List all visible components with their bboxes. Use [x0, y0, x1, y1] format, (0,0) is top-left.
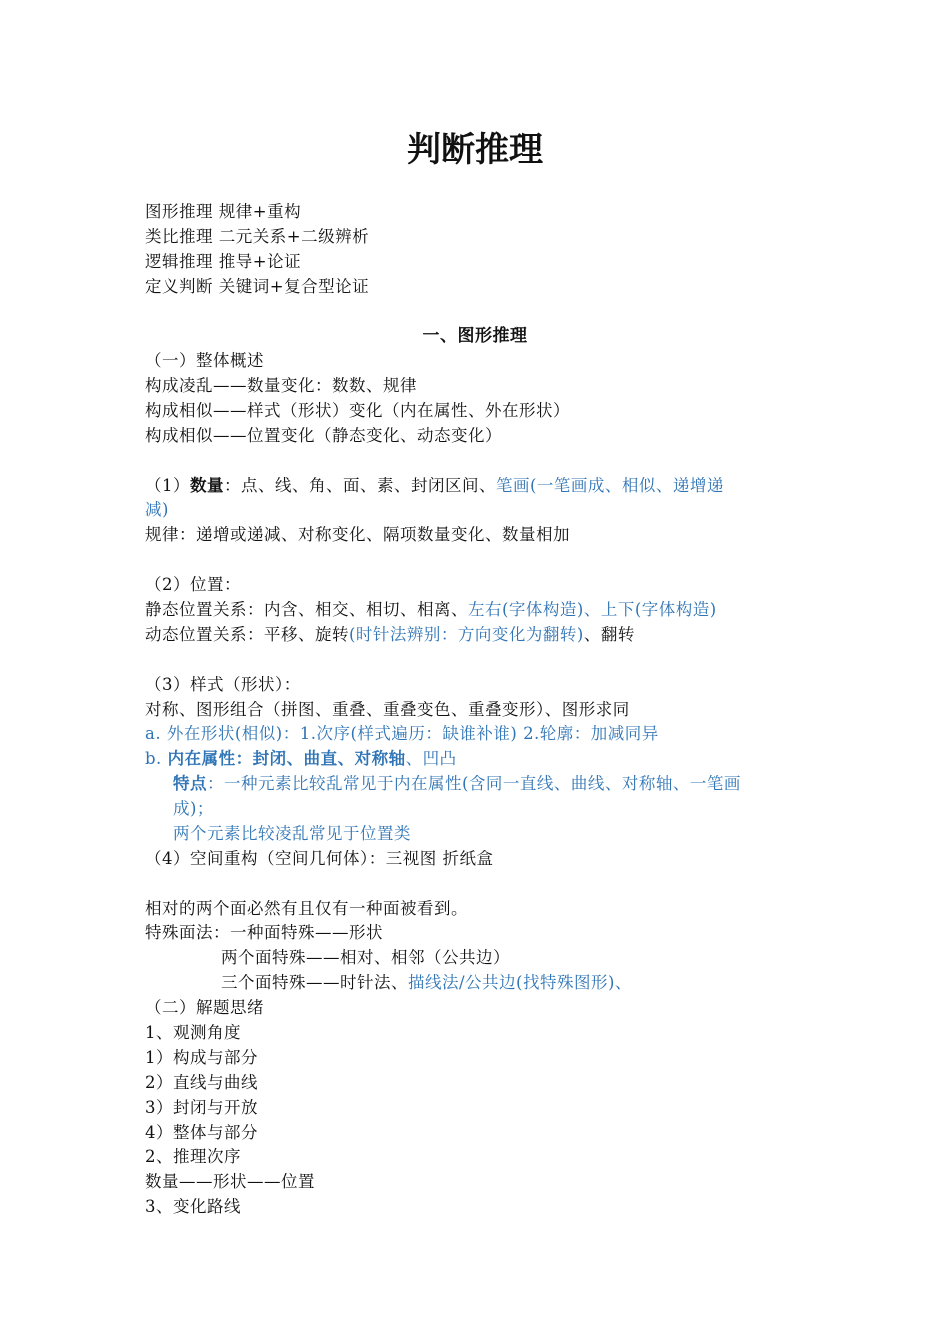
page-title: 判断推理	[407, 130, 543, 170]
style-item-a: a. 外在形状(相似)：1.次序(样式遍历：缺谁补谁) 2.轮廓：加减同异	[145, 724, 659, 743]
intro-line: 图形推理 规律+重构	[145, 202, 302, 221]
approach-item: 3）封闭与开放	[145, 1098, 258, 1117]
feature-label: 特点	[173, 774, 207, 793]
paragraph-prefix: （1）	[145, 476, 190, 495]
approach-item: 2、推理次序	[145, 1147, 241, 1166]
special-text: 三个面特殊——时针法、	[221, 973, 408, 992]
highlight-text: 左右(字体构造)、上下(字体构造)	[468, 600, 717, 619]
approach-heading: （二）解题思绪	[145, 998, 264, 1017]
style-heading: （3）样式（形状）：	[145, 675, 301, 694]
spatial-line: 相对的两个面必然有且仅有一种面被看到。	[145, 899, 468, 918]
spatial-heading: （4）空间重构（空间几何体）：三视图 折纸盒	[145, 849, 494, 868]
section-heading: 一、图形推理	[422, 326, 528, 346]
approach-item: 1、观测角度	[145, 1023, 241, 1042]
style-item-b	[145, 747, 457, 771]
special-face-line: 特殊面法：一种面特殊——形状	[145, 923, 383, 942]
overview-line: 构成凌乱——数量变化：数数、规律	[145, 376, 417, 395]
item-marker: b.	[145, 749, 168, 768]
highlight-continuation: 减)	[145, 500, 169, 519]
quantity-paragraph	[145, 474, 724, 498]
feature-line-2: 两个元素比较凌乱常见于位置类	[173, 824, 411, 843]
dynamic-tail: 、翻转	[583, 625, 635, 644]
style-line: 对称、图形组合（拼图、重叠、重叠变色、重叠变形）、图形求同	[145, 700, 630, 719]
subsection-heading: （一）整体概述	[145, 351, 264, 370]
paragraph-text: ：点、线、角、面、素、封闭区间、	[224, 476, 496, 495]
approach-item: 3、变化路线	[145, 1197, 241, 1216]
special-face-line: 两个面特殊——相对、相邻（公共边）	[221, 948, 510, 967]
approach-item: 2）直线与曲线	[145, 1073, 258, 1092]
feature-continuation: 成)；	[173, 799, 214, 818]
dynamic-text: 动态位置关系：平移、旋转	[145, 625, 349, 644]
highlight-text: 描线法/公共边(找特殊图形)、	[408, 973, 632, 992]
special-face-line	[221, 971, 632, 995]
intro-line: 类比推理 二元关系+二级辨析	[145, 227, 370, 246]
overview-line: 构成相似——样式（形状）变化（内在属性、外在形状）	[145, 401, 570, 420]
static-position-line	[145, 598, 717, 622]
approach-item: 1）构成与部分	[145, 1048, 258, 1067]
intro-line: 逻辑推理 推导+论证	[145, 252, 302, 271]
highlight-text: 笔画(一笔画成、相似、递增递	[496, 476, 724, 495]
approach-item: 4）整体与部分	[145, 1123, 258, 1142]
highlight-text: 、凹凸	[405, 749, 457, 768]
approach-item: 数量——形状——位置	[145, 1172, 315, 1191]
rule-line: 规律：递增或递减、对称变化、隔项数量变化、数量相加	[145, 525, 570, 544]
highlight-text: (时针法辨别：方向变化为翻转)	[349, 625, 584, 644]
dynamic-position-line	[145, 623, 635, 647]
static-text: 静态位置关系：内含、相交、相切、相离、	[145, 600, 468, 619]
bold-highlight: 内在属性：封闭、曲直、对称轴	[167, 749, 406, 768]
position-heading: （2）位置：	[145, 575, 241, 594]
intro-line: 定义判断 关键词+复合型论证	[145, 277, 370, 296]
bold-term: 数量	[190, 476, 224, 495]
feature-line	[173, 772, 741, 796]
feature-text: ：一种元素比较乱常见于内在属性(含同一直线、曲线、对称轴、一笔画	[207, 774, 741, 793]
overview-line: 构成相似——位置变化（静态变化、动态变化）	[145, 426, 502, 445]
